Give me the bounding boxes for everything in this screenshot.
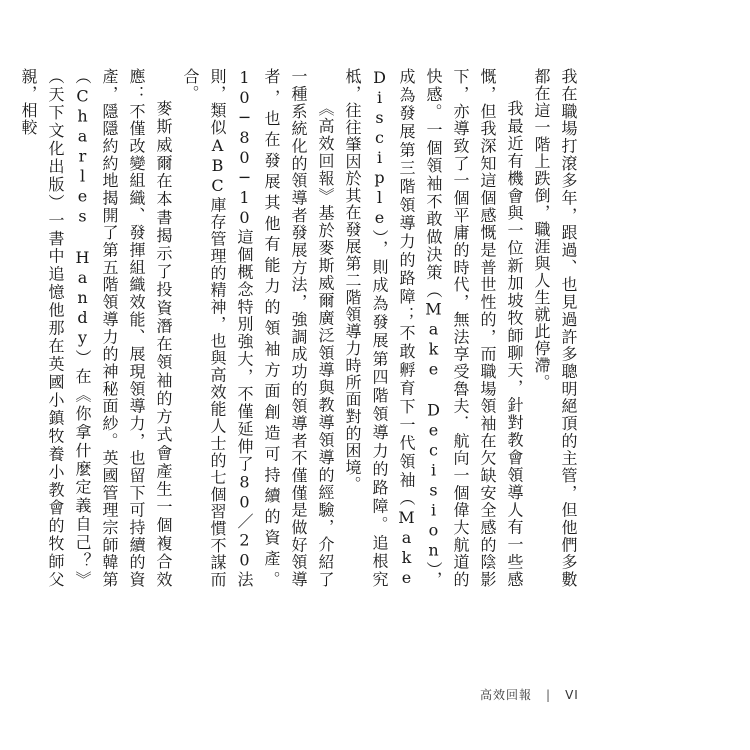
footer-separator: | bbox=[546, 688, 552, 702]
paragraph-4: 麥斯威爾在本書揭示了投資潛在領袖的方式會產生一個複合效應：不僅改變組織、發揮組織效能、展現領導力，也留下可持續的資產，隱隱約約地揭開了第五階領導力的神秘面紗。英國管理宗師韓第（Charles Handy）在《你拿什麼定義自己？》（天下文化出版）一書中追憶他那在英國小鎮牧養小教會的牧師父親，相較 bbox=[19, 68, 173, 588]
vertical-text-block bbox=[15, 68, 582, 588]
running-head-title: 高效回報 bbox=[480, 688, 533, 702]
paragraph-3: 《高效回報》基於麥斯威爾廣泛領導與教導領導的經驗，介紹了一種系統化的領導者發展方法，強調成功的領導者不僅僅是做好領導者，也在發展其他有能力的領袖方面創造可持續的資產。10─80─10這個概念特別強大，不僅延伸了80／20法則，類似ABC庫存管理的精神，也與高效能人士的七個習慣不謀而合。 bbox=[181, 68, 335, 588]
paragraph-2: 我最近有機會與一位新加坡牧師聊天，針對教會領導人有一些感慨，但我深知這個感慨是普世性的，而職場領袖在欠缺安全感的陰影下，亦導致了一個平庸的時代，無法享受魯夫．航向一個偉大航道的快感。一個領袖不敢做決策（Make Decision），成為發展第三階領導力的路障；不敢孵育下一代領袖（Make Disciple），則成為發展第四階領導力的路障。追根究柢，往往肇因於其在發展第二階領導力時所面對的困境。 bbox=[343, 68, 524, 588]
page-footer bbox=[480, 686, 579, 703]
page-number: VI bbox=[565, 688, 579, 702]
paragraph-1: 我在職場打滾多年，跟過、也見過許多聰明絕頂的主管，但他們多數都在這一階上跌倒，職涯與人生就此停滯。 bbox=[532, 68, 578, 588]
